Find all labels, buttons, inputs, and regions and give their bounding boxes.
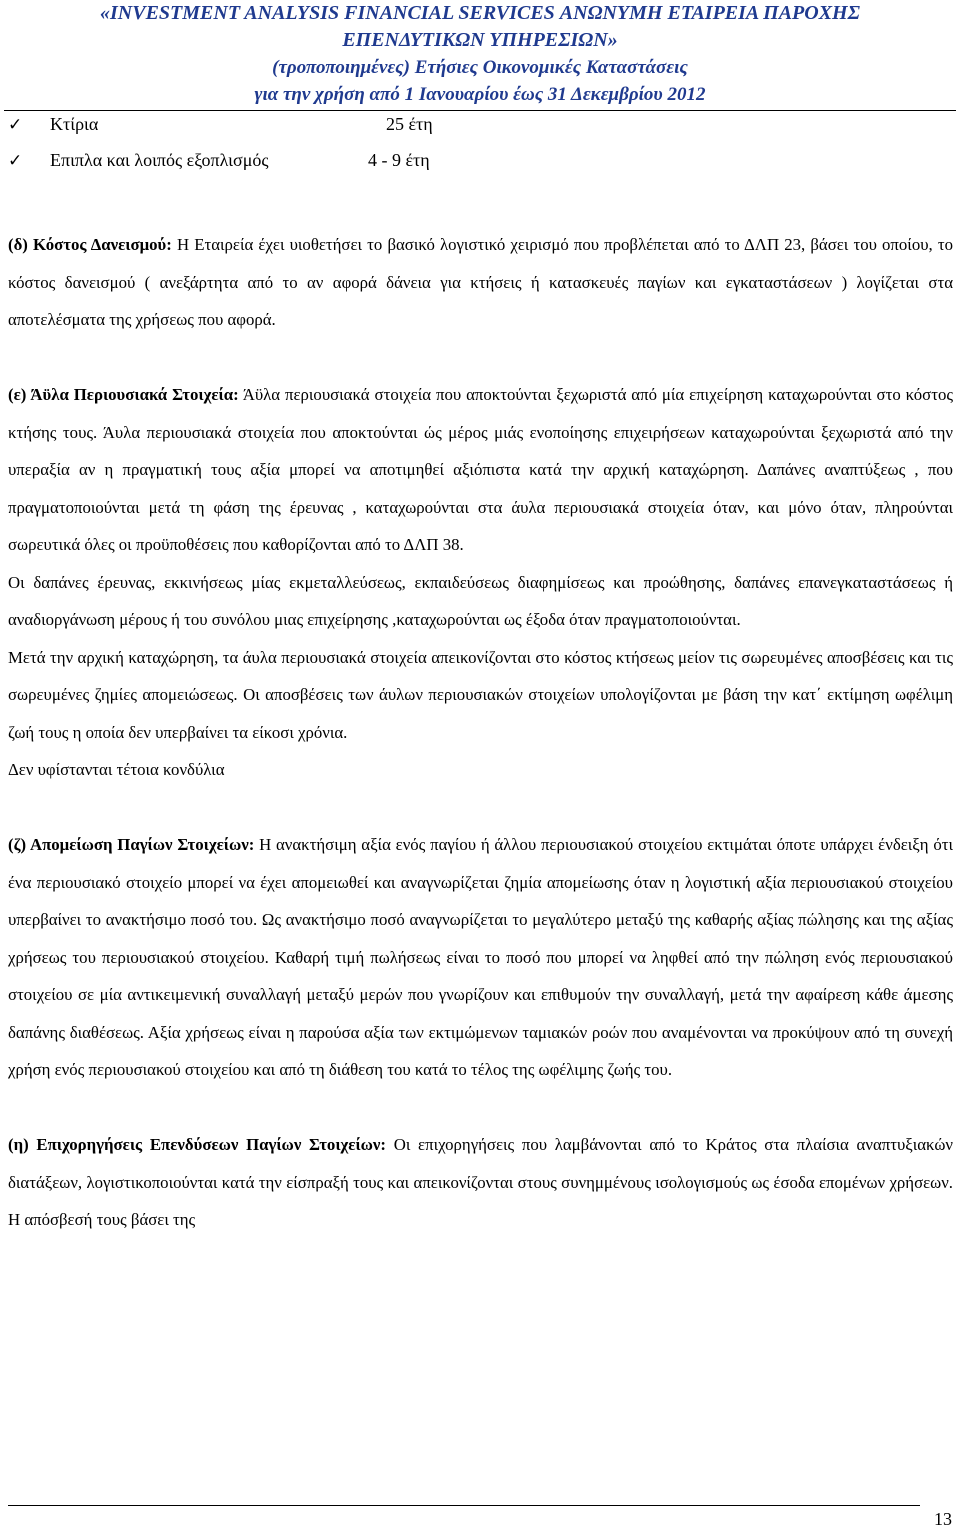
section-h-text: Οι επιχορηγήσεις που λαμβάνονται από το Κράτος στα πλαίσια αναπτυξιακών διατάξεων, λογιστικοποιούνται κατά την είσπραξή τους και απεικονίζονται στους συνημμένους ισολογισμούς ως έσοδα επομένων χρήσεων. Η απόσβεσή τους βάσει της [8,1135,953,1229]
footer-divider [8,1505,920,1506]
section-d-paragraph [8,226,953,339]
bullet-value: 4 - 9 έτη [368,150,430,170]
section-z-text: Η ανακτήσιμη αξία ενός παγίου ή άλλου περιουσιακού στοιχείου εκτιμάται όποτε υπάρχει ένδειξη ότι ένα περιουσιακό στοιχείο μπορεί να έχει απομειωθεί και αναγνωρίζεται ζημία απομείωσης όταν η λογιστική αξία περιουσιακού στοιχείου υπερβαίνει το ανακτήσιμο ποσό του. Ως ανακτήσιμο ποσό αναγνωρίζεται το μεγαλύτερο μεταξύ της καθαρής αξίας πώλησης και της αξίας χρήσεως του περιουσιακού στοιχείου. Καθαρή τιμή πωλήσεως είναι το ποσό που μπορεί να ληφθεί από την πώληση ενός περιουσιακού στοιχείου σε μία αντικειμενική συναλλαγή μεταξύ μερών που γνωρίζουν και επιθυμούν την συναλλαγή, μετά την αφαίρεση κάθε άμεσης δαπάνης διαθέσεως. Αξία χρήσεως είναι η παρούσα αξία των εκτιμώμενων ταμιακών ροών που αναμένονται να προκύψουν από τη συνεχή χρήση ενός περιουσιακού στοιχείου και από τη διάθεση του κατά το τέλος της ωφέλιμης ζωής του. [8,835,953,1079]
bullet-value: 25 έτη [386,114,433,134]
section-z-paragraph [8,826,953,1089]
section-e-paragraph-3: Μετά την αρχική καταχώρηση, τα άυλα περιουσιακά στοιχεία απεικονίζονται στο κόστος κτήσεως μείον τις σωρευμένες αποσβέσεις και τις σωρευμένες ζημίες απομειώσεως. Οι αποσβέσεις των άυλων περιουσιακών στοιχείων υπολογίζονται με βάση την κατ΄ εκτίμηση ωφέλιμη ζωή τους η οποία δεν υπερβαίνει τα είκοσι χρόνια. [8,647,953,742]
spacer [8,1089,953,1127]
section-e-heading: (ε) Άϋλα Περιουσιακά Στοιχεία: [8,385,239,404]
section-d-text: Η Εταιρεία έχει υιοθετήσει το βασικό λογιστικό χειρισμό που προβλέπεται από το ΔΛΠ 23, βάσει του οποίου, το κόστος δανεισμού ( ανεξάρτητα από το αν αφορά δάνεια για κτήσεις ή κατασκευές παγίων και εγκαταστάσεων ) λογίζεται στα αποτελέσματα της χρήσεως που αφορά. [8,235,953,329]
section-e-paragraph-2: Οι δαπάνες έρευνας, εκκινήσεως μίας εκμεταλλεύσεως, εκπαιδεύσεως διαφημίσεως και προώθησης, δαπάνες επανεγκαταστάσεως ή αναδιοργάνωση μέρους ή του συνόλου μιας επιχείρησης ,καταχωρούνται ως έξοδα όταν πραγματοποιούνται. [8,572,953,629]
header-company-line2: ΕΠΕΝΔΥΤΙΚΩΝ ΥΠΗΡΕΣΙΩΝ» [342,29,618,51]
checkmark-icon: ✓ [8,151,23,171]
document-header [0,0,960,108]
header-period: για την χρήση από 1 Ιανουαρίου έως 31 Δεκεμβρίου 2012 [254,84,706,105]
bullet-item-furniture [8,145,430,175]
section-z-heading: (ζ) Απομείωση Παγίων Στοιχείων: [8,835,255,854]
section-e-paragraph-4: Δεν υφίστανται τέτοια κονδύλια [8,760,225,779]
section-h-heading: (η) Επιχορηγήσεις Επενδύσεων Παγίων Στοιχείων: [8,1135,386,1154]
checkmark-icon: ✓ [8,115,23,135]
header-divider [4,110,956,111]
spacer [8,339,953,377]
bullet-label: Κτίρια [50,114,99,134]
header-company-line1: «INVESTMENT ANALYSIS FINANCIAL SERVICES ΑΝΩΝΥΜΗ ΕΤΑΙΡΕΙΑ ΠΑΡΟΧΗΣ [100,2,860,24]
document-body [8,226,953,1239]
section-d-heading: (δ) Κόστος Δανεισμού: [8,235,172,254]
bullet-item-buildings [8,109,433,139]
bullet-label: Επιπλα και λοιπός εξοπλισμός [50,150,269,170]
spacer [8,789,953,827]
section-e-paragraph [8,376,953,564]
page-number: 13 [934,1509,952,1529]
header-statement-title: (τροποποιημένες) Ετήσιες Οικονομικές Καταστάσεις [272,57,688,78]
section-e-text: Άϋλα περιουσιακά στοιχεία που αποκτούνται ξεχωριστά από μία επιχείρηση καταχωρούνται στο κόστος κτήσης τους. Άυλα περιουσιακά στοιχεία που αποκτούνται ώς μέρος μιάς ενοποίησης επιχειρήσεων καταχωρούνται ξεχωριστά από την υπεραξία αν η πραγματική τους αξία μπορεί να αποτιμηθεί αξιόπιστα κατά την αρχική καταχώρηση. Δαπάνες αναπτύξεως , που πραγματοποιούνται μετά τη φάση της έρευνας , καταχωρούνται στα άυλα περιουσιακά στοιχεία όταν, και μόνο όταν, πληρούνται σωρευτικά όλες οι προϋποθέσεις που καθορίζονται από το ΔΛΠ 38. [8,385,953,554]
section-h-paragraph [8,1126,953,1239]
